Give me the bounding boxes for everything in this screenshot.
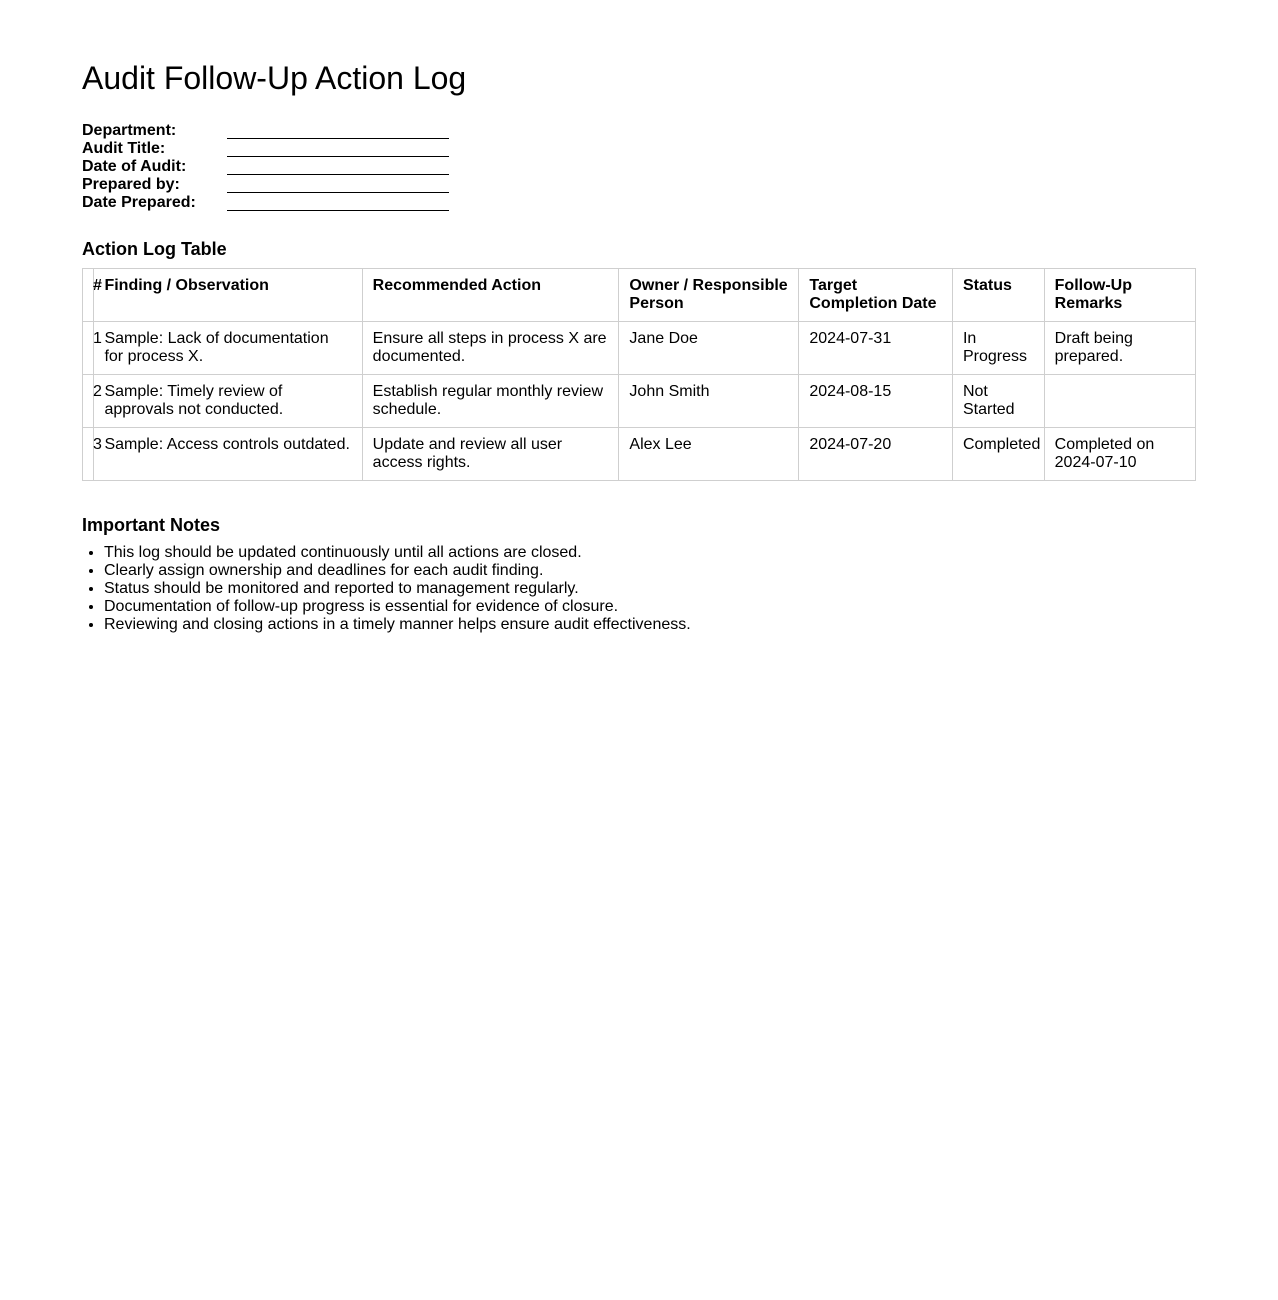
header-num: # bbox=[83, 269, 94, 322]
header-remarks: Follow-Up Remarks bbox=[1044, 269, 1195, 322]
cell-remarks: Completed on 2024-07-10 bbox=[1044, 428, 1195, 481]
list-item: • Documentation of follow-up progress is essential for evidence of closure. bbox=[104, 598, 1196, 616]
important-notes-list bbox=[82, 544, 1196, 634]
cell-num: 3 bbox=[83, 428, 94, 481]
table-row bbox=[83, 375, 1196, 428]
meta-row-audit-title bbox=[82, 140, 1196, 158]
meta-label: Audit Title: bbox=[82, 140, 166, 157]
list-item: • Status should be monitored and reported to management regularly. bbox=[104, 580, 1196, 598]
meta-label: Date Prepared: bbox=[82, 194, 196, 211]
header-finding: Finding / Observation bbox=[94, 269, 362, 322]
cell-action: Establish regular monthly review schedule. bbox=[362, 375, 619, 428]
list-item: • This log should be updated continuously until all actions are closed. bbox=[104, 544, 1196, 562]
cell-num: 2 bbox=[83, 375, 94, 428]
cell-remarks: Draft being prepared. bbox=[1044, 322, 1195, 375]
audit-meta-fields bbox=[82, 122, 1196, 212]
cell-date: 2024-07-31 bbox=[799, 322, 953, 375]
date-prepared-blank-line bbox=[227, 200, 449, 211]
table-row bbox=[83, 322, 1196, 375]
list-item: • Clearly assign ownership and deadlines for each audit finding. bbox=[104, 562, 1196, 580]
meta-row-date-of-audit bbox=[82, 158, 1196, 176]
header-date: Target Completion Date bbox=[799, 269, 953, 322]
header-action: Recommended Action bbox=[362, 269, 619, 322]
prepared-by-blank-line bbox=[227, 182, 449, 193]
cell-finding: Sample: Access controls outdated. bbox=[94, 428, 362, 481]
table-header-row bbox=[83, 269, 1196, 322]
cell-remarks bbox=[1044, 375, 1195, 428]
cell-finding: Sample: Lack of documentation for process X. bbox=[94, 322, 362, 375]
cell-status: In Progress bbox=[952, 322, 1044, 375]
cell-status: Not Started bbox=[952, 375, 1044, 428]
action-log-table-title: Action Log Table bbox=[82, 239, 227, 259]
department-blank-line bbox=[227, 128, 449, 139]
important-notes-title: Important Notes bbox=[82, 515, 221, 535]
table-row bbox=[83, 428, 1196, 481]
cell-action: Ensure all steps in process X are documented. bbox=[362, 322, 619, 375]
audit-title-blank-line bbox=[227, 146, 449, 157]
meta-row-prepared-by bbox=[82, 176, 1196, 194]
meta-label: Prepared by: bbox=[82, 176, 180, 193]
cell-owner: John Smith bbox=[619, 375, 799, 428]
action-log-table bbox=[82, 268, 1196, 481]
meta-label: Department: bbox=[82, 122, 177, 139]
cell-action: Update and review all user access rights. bbox=[362, 428, 619, 481]
meta-row-date-prepared bbox=[82, 194, 1196, 212]
cell-status: Completed bbox=[952, 428, 1044, 481]
meta-label: Date of Audit: bbox=[82, 158, 187, 175]
header-status: Status bbox=[952, 269, 1044, 322]
date-of-audit-blank-line bbox=[227, 164, 449, 175]
list-item: • Reviewing and closing actions in a timely manner helps ensure audit effectiveness. bbox=[104, 616, 1196, 634]
page-title: Audit Follow-Up Action Log bbox=[82, 60, 467, 96]
document-page bbox=[0, 0, 1278, 634]
header-owner: Owner / Responsible Person bbox=[619, 269, 799, 322]
cell-date: 2024-08-15 bbox=[799, 375, 953, 428]
cell-num: 1 bbox=[83, 322, 94, 375]
meta-row-department bbox=[82, 122, 1196, 140]
cell-finding: Sample: Timely review of approvals not conducted. bbox=[94, 375, 362, 428]
cell-owner: Jane Doe bbox=[619, 322, 799, 375]
cell-date: 2024-07-20 bbox=[799, 428, 953, 481]
cell-owner: Alex Lee bbox=[619, 428, 799, 481]
